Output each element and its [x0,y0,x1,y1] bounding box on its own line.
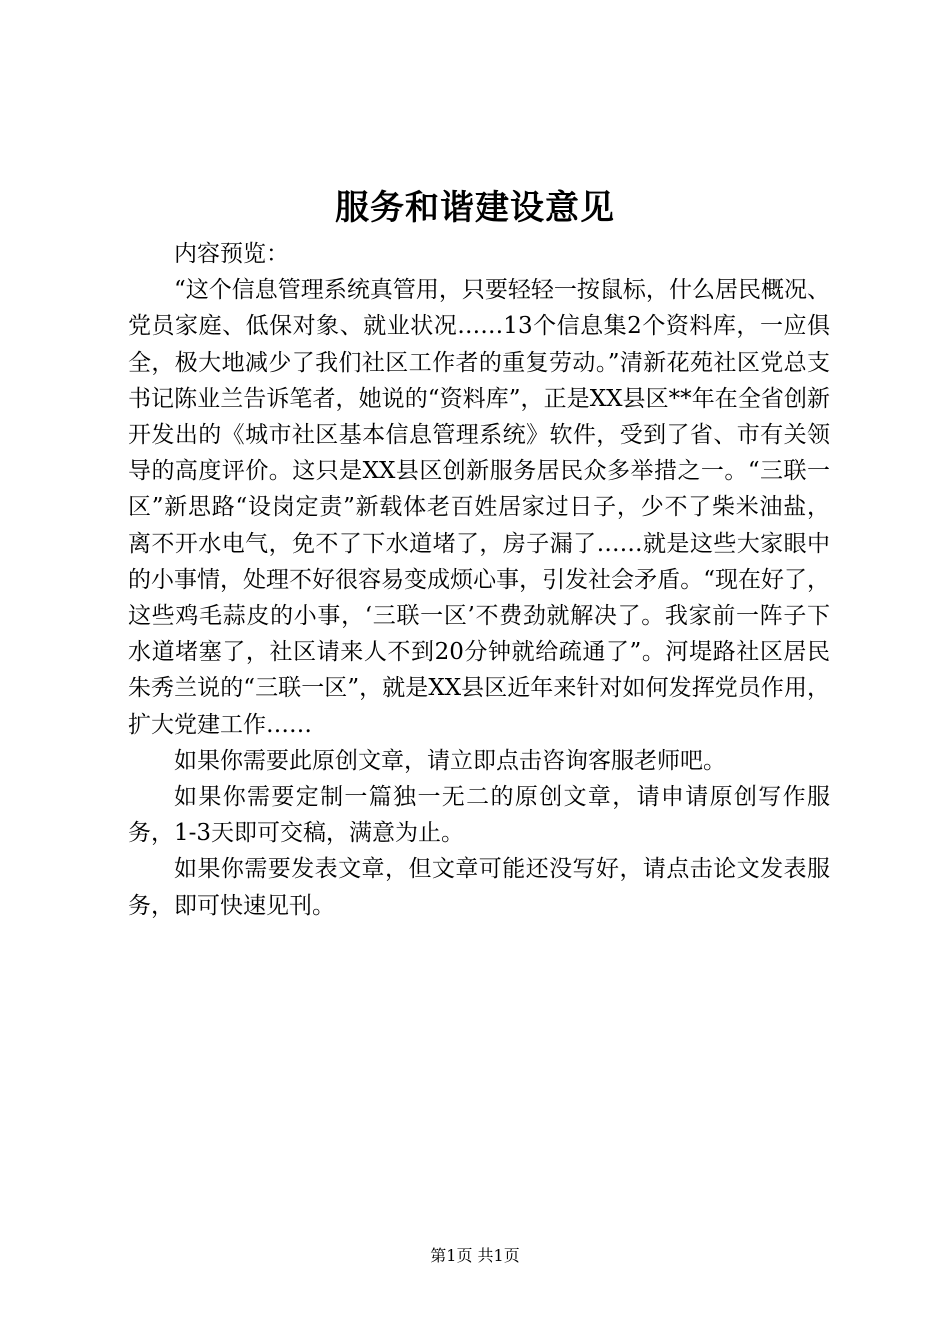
preview-label: 内容预览： [174,241,289,267]
custom-writing-paragraph: 如果你需要定制一篇独一无二的原创文章，请申请原创写作服务，1-3天即可交稿，满意为止。 [128,784,830,847]
page-footer: 第1页 共1页 [430,1246,520,1265]
consult-paragraph: 如果你需要此原创文章，请立即点击咨询客服老师吧。 [174,747,726,774]
document-title: 服务和谐建设意见 [335,188,615,228]
article-paragraph: “这个信息管理系统真管用，只要轻轻一按鼠标，什么居民概况、党员家庭、低保对象、就业状况……13个信息集2个资料库，一应俱全，极大地减少了我们社区工作者的重复劳动。”清新花苑社区党总支书记陈业兰告诉笔者，她说的“资料库”，正是XX县区**年在全省创新开发出的《城市社区基本信息管理系统》软件，受到了省、市有关领导的高度评价。这只是XX县区创新服务居民众多举措之一。“三联一区”新思路“设岗定责”新载体老百姓居家过日子，少不了柴米油盐，离不开水电气，免不了下水道堵了，房子漏了……就是这些大家眼中的小事情，处理不好很容易变成烦心事，引发社会矛盾。“现在好了，这些鸡毛蒜皮的小事，‘三联一区’不费劲就解决了。我家前一阵子下水道堵塞了，社区请来人不到20分钟就给疏通了”。河堤路社区居民朱秀兰说的“三联一区”，就是XX县区近年来针对如何发挥党员作用，扩大党建工作…… [128,277,830,738]
publish-paragraph: 如果你需要发表文章，但文章可能还没写好，请点击论文发表服务，即可快速见刊。 [128,856,830,919]
document-body [128,236,830,924]
